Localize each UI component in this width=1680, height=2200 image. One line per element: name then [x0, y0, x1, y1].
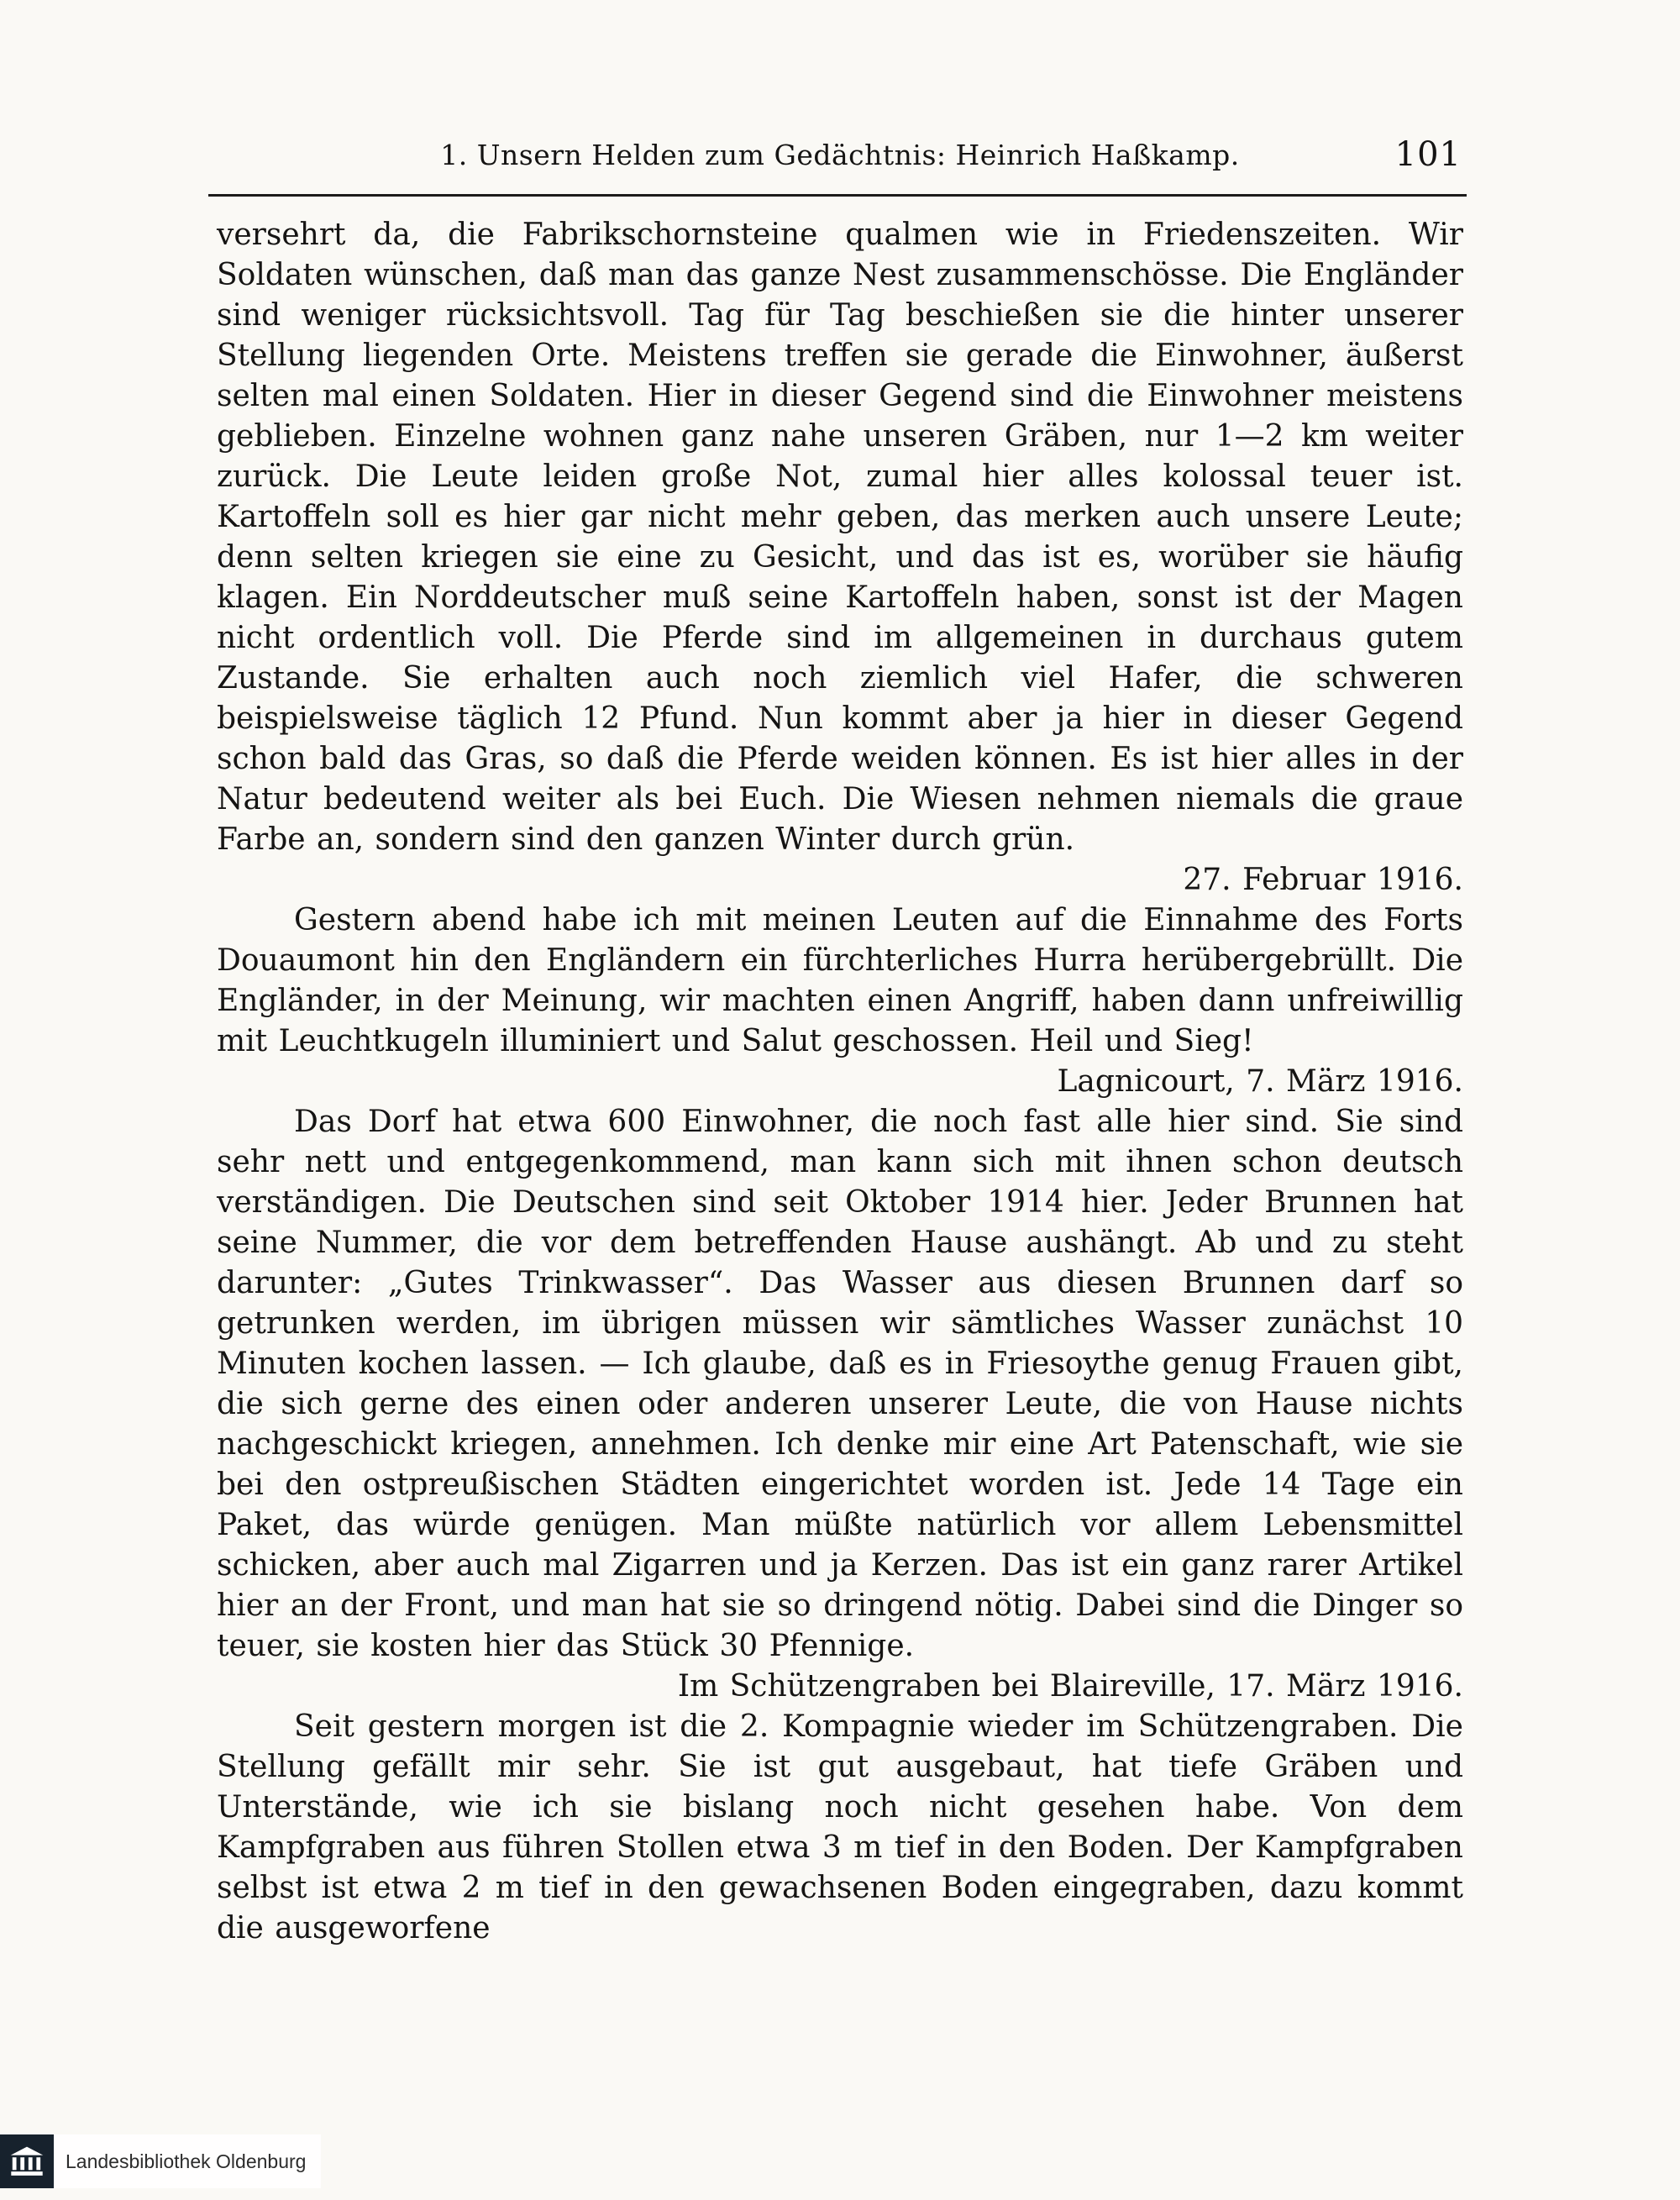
date-line: 27. Februar 1916. — [1183, 863, 1463, 897]
library-label: Landesbibliothek Oldenburg — [66, 2150, 307, 2172]
library-watermark — [0, 2134, 321, 2188]
library-building-icon — [0, 2134, 54, 2188]
paragraph: Das Dorf hat etwa 600 Einwohner, die noch fast alle hier sind. Sie sind sehr nett und entgegenkommend, man kann sich mit ihnen schon deutsch verständigen. Die Deutschen sind seit Oktober 1914 hier. Jeder Brunnen hat seine Nummer, die vor dem betreffenden Hause aushängt. Ab und zu steht darunter: „Gutes Trinkwasser“. Das Wasser aus diesen Brunnen darf so getrunken werden, im übrigen müssen wir sämtliches Wasser zunächst 10 Minuten kochen lassen. — Ich glaube, daß es in Friesoythe genug Frauen gibt, die sich gerne des einen oder anderen unserer Leute, die von Hause nichts nachgeschickt kriegen, annehmen. Ich denke mir eine Art Patenschaft, wie sie bei den ostpreußischen Städten eingerichtet worden ist. Jede 14 Tage ein Paket, das würde genügen. Man müßte natürlich vor allem Lebensmittel schicken, aber auch mal Zigarren und ja Kerzen. Das ist ein ganz rarer Artikel hier an der Front, und man hat sie so dringend nötig. Dabei sind die Dinger so teuer, sie kosten hier das Stück 30 Pfennige. — [217, 1105, 1463, 1663]
paragraph: Seit gestern morgen ist die 2. Kompagnie wieder im Schützengraben. Die Stellung gefällt mir sehr. Sie ist gut ausgebaut, hat tiefe Gräben und Unterstände, wie ich sie bislang noch nicht gesehen habe. Von dem Kampfgraben aus führen Stollen etwa 3 m tief in den Boden. Der Kampfgraben selbst ist etwa 2 m tief in den gewachsenen Boden eingegraben, dazu kommt die ausgeworfene — [217, 1709, 1463, 1945]
page-number: 101 — [1394, 135, 1462, 174]
running-title: 1. Unsern Helden zum Gedächtnis: Heinrich Haßkamp. — [440, 139, 1240, 171]
date-line: Im Schützengraben bei Blaireville, 17. März 1916. — [677, 1669, 1463, 1704]
date-line: Lagnicourt, 7. März 1916. — [1057, 1064, 1463, 1099]
running-header — [217, 135, 1463, 174]
paragraph-continued: versehrt da, die Fabrikschornsteine qualmen wie in Friedenszeiten. Wir Soldaten wünschen, daß man das ganze Nest zusammenschösse. Die Engländer sind weniger rücksichtsvoll. Tag für Tag beschießen sie die hinter unserer Stellung liegenden Orte. Meistens treffen sie gerade die Einwohner, äußerst selten mal einen Soldaten. Hier in dieser Gegend sind die Einwohner meistens geblieben. Einzelne wohnen ganz nahe unseren Gräben, nur 1—2 km weiter zurück. Die Leute leiden große Not, zumal hier alles kolossal teuer ist. Kartoffeln soll es hier gar nicht mehr geben, das merken auch unsere Leute; denn selten kriegen sie eine zu Gesicht, und das ist es, worüber sie häufig klagen. Ein Norddeutscher muß seine Kartoffeln haben, sonst ist der Magen nicht ordentlich voll. Die Pferde sind im allgemeinen in durchaus gutem Zustande. Sie erhalten auch noch ziemlich viel Hafer, die schweren beispielsweise täglich 12 Pfund. Nun kommt aber ja hier in dieser Gegend schon bald das Gras, so daß die Pferde weiden können. Es ist hier alles in der Natur bedeutend weiter als bei Euch. Die Wiesen nehmen niemals die graue Farbe an, sondern sind den ganzen Winter durch grün. — [217, 218, 1463, 857]
text-block — [217, 215, 1463, 1949]
header-rule — [208, 194, 1467, 197]
paragraph: Gestern abend habe ich mit meinen Leuten auf die Einnahme des Forts Douaumont hin den Engländern ein fürchterliches Hurra herübergebrüllt. Die Engländer, in der Meinung, wir machten einen Angriff, haben dann unfreiwillig mit Leuchtkugeln illuminiert und Salut geschossen. Heil und Sieg! — [217, 903, 1463, 1058]
